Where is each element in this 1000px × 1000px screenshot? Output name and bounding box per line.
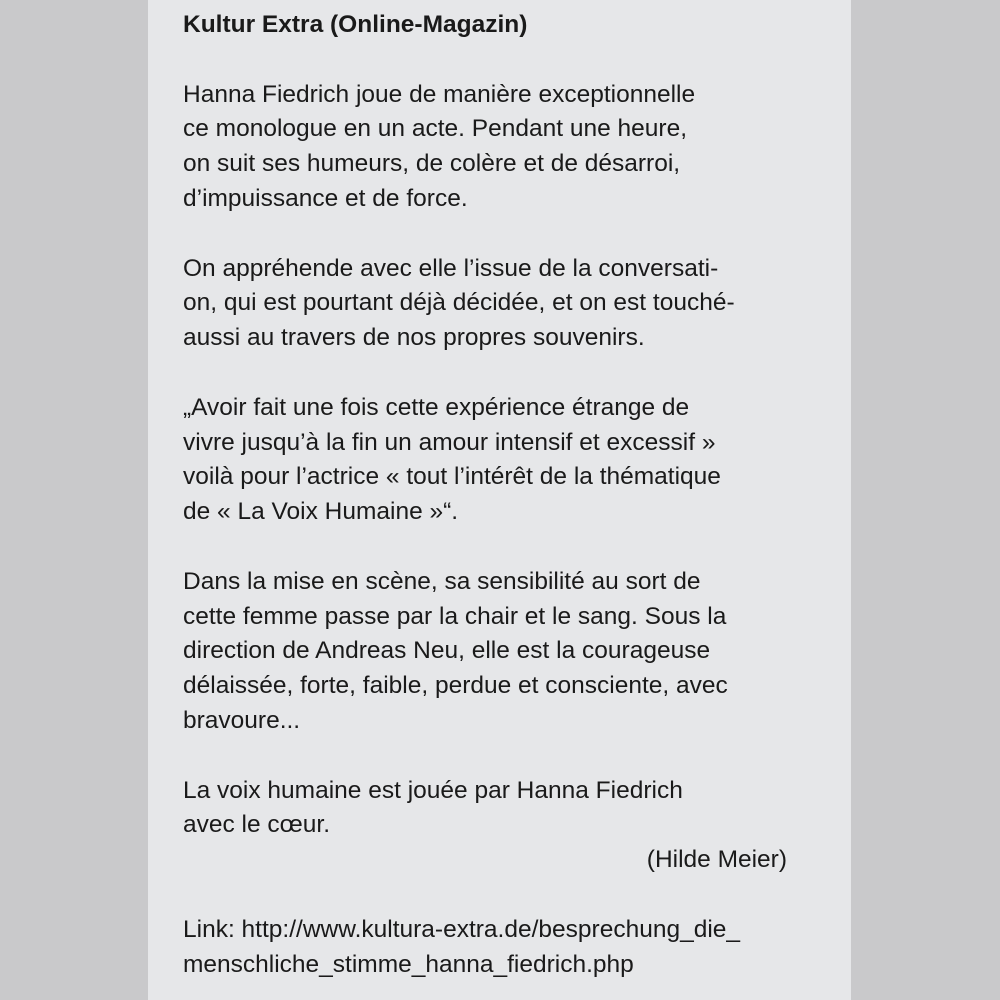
text-line: de « La Voix Humaine »“. <box>183 498 459 526</box>
text-line: direction de Andreas Neu, elle est la courageuse <box>183 637 711 665</box>
document-page <box>148 0 851 1000</box>
link-line: menschliche_stimme_hanna_fiedrich.php <box>183 950 634 978</box>
text-line: voilà pour l’actrice « tout l’intérêt de la thématique <box>183 463 721 491</box>
author-signature: (Hilde Meier) <box>646 846 787 874</box>
text-line: délaissée, forte, faible, perdue et consciente, avec <box>183 672 728 700</box>
text-line: d’impuissance et de force. <box>183 184 468 212</box>
paragraph-4 <box>183 565 843 739</box>
article-title: Kultur Extra (Online-Magazin) <box>183 11 528 38</box>
text-line: bravoure... <box>183 706 301 734</box>
text-line: La voix humaine est jouée par Hanna Fiedrich <box>183 776 683 804</box>
text-line: on, qui est pourtant déjà décidée, et on est touché- <box>183 289 735 317</box>
text-line: Dans la mise en scène, sa sensibilité au sort de <box>183 567 701 595</box>
text-line: On appréhende avec elle l’issue de la conversati- <box>183 254 719 282</box>
link-line: Link: http://www.kultura-extra.de/besprechung_die_ <box>183 915 741 943</box>
source-link <box>183 913 843 983</box>
article-content <box>183 8 843 982</box>
text-line: on suit ses humeurs, de colère et de désarroi, <box>183 150 681 178</box>
text-line: vivre jusqu’à la fin un amour intensif et excessif » <box>183 428 716 456</box>
text-line: „Avoir fait une fois cette expérience étrange de <box>183 393 690 421</box>
paragraph-2 <box>183 252 843 356</box>
text-line: cette femme passe par la chair et le sang. Sous la <box>183 602 727 630</box>
text-line: aussi au travers de nos propres souvenirs. <box>183 324 645 352</box>
text-line: Hanna Fiedrich joue de manière exceptionnelle <box>183 80 696 108</box>
text-line: avec le cœur. <box>183 811 331 839</box>
paragraph-5 <box>183 774 843 878</box>
paragraph-3-quote <box>183 391 843 530</box>
text-line: ce monologue en un acte. Pendant une heure, <box>183 115 687 143</box>
paragraph-1 <box>183 78 843 217</box>
